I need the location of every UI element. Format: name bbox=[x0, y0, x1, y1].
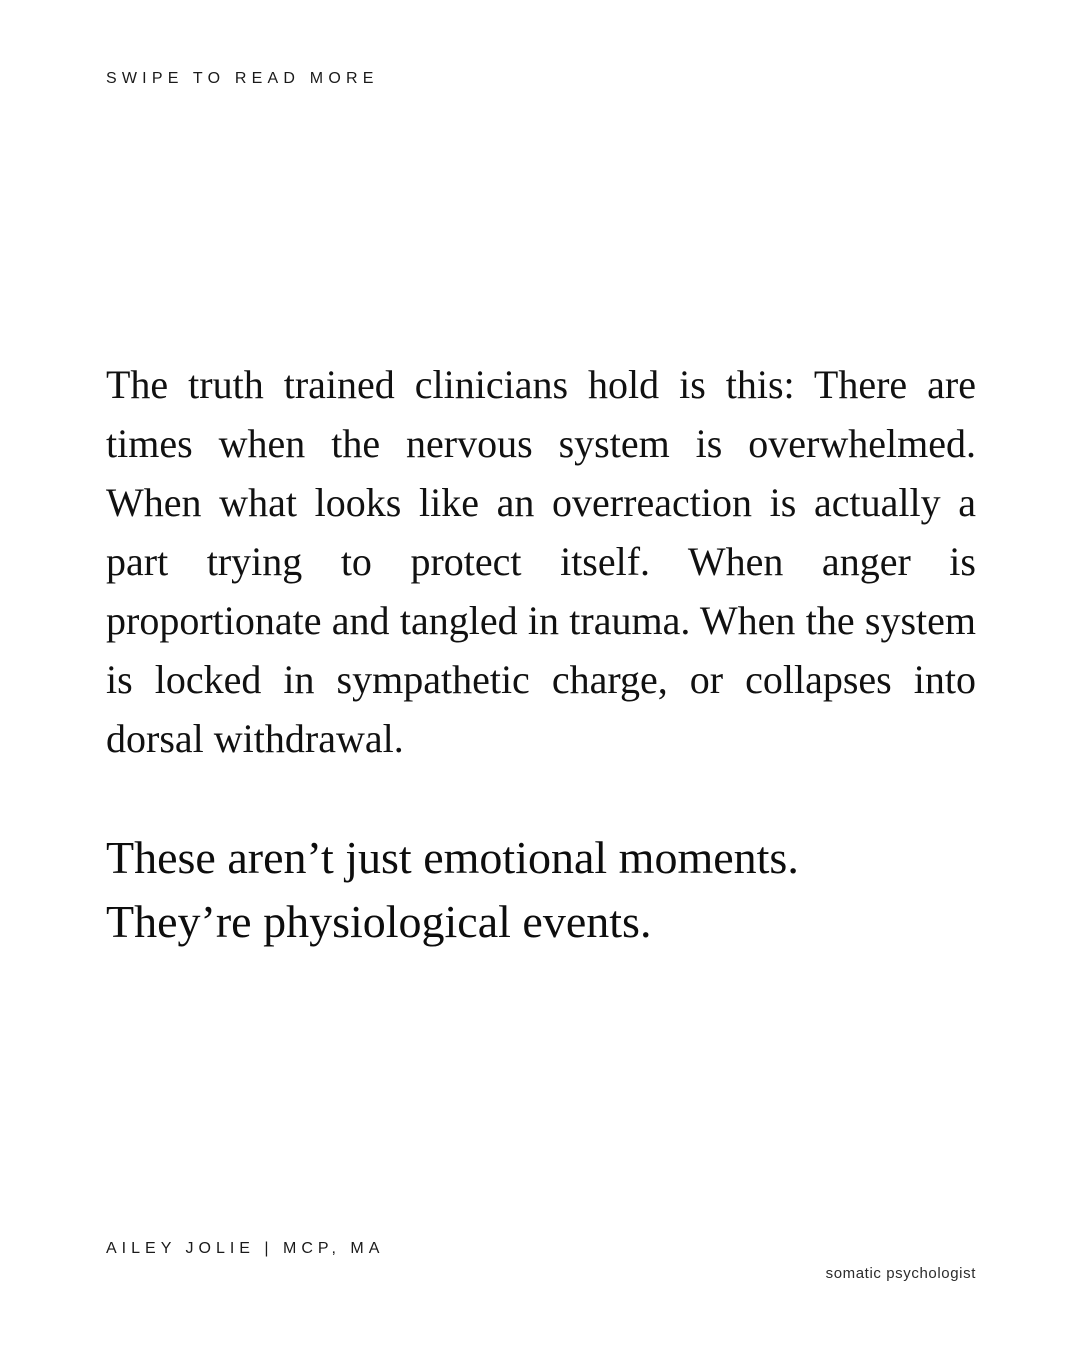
pull-statement-line-2: They’re physiological events. bbox=[106, 896, 652, 947]
pull-statement bbox=[106, 826, 976, 954]
body-content bbox=[106, 355, 976, 954]
swipe-to-read-more-label: SWIPE TO READ MORE bbox=[106, 70, 379, 87]
pull-statement-line-1: These aren’t just emotional moments. bbox=[106, 832, 799, 883]
body-paragraph: The truth trained clinicians hold is this: There are times when the nervous system is overwhelmed. When what looks like an overreaction is actually a part trying to protect itself. When anger is proportionate and tangled in trauma. When the system is locked in sympathetic charge, or collapses into dorsal withdrawal. bbox=[106, 362, 976, 761]
author-credit: AILEY JOLIE | MCP, MA bbox=[106, 1240, 385, 1257]
author-role: somatic psychologist bbox=[825, 1265, 976, 1282]
